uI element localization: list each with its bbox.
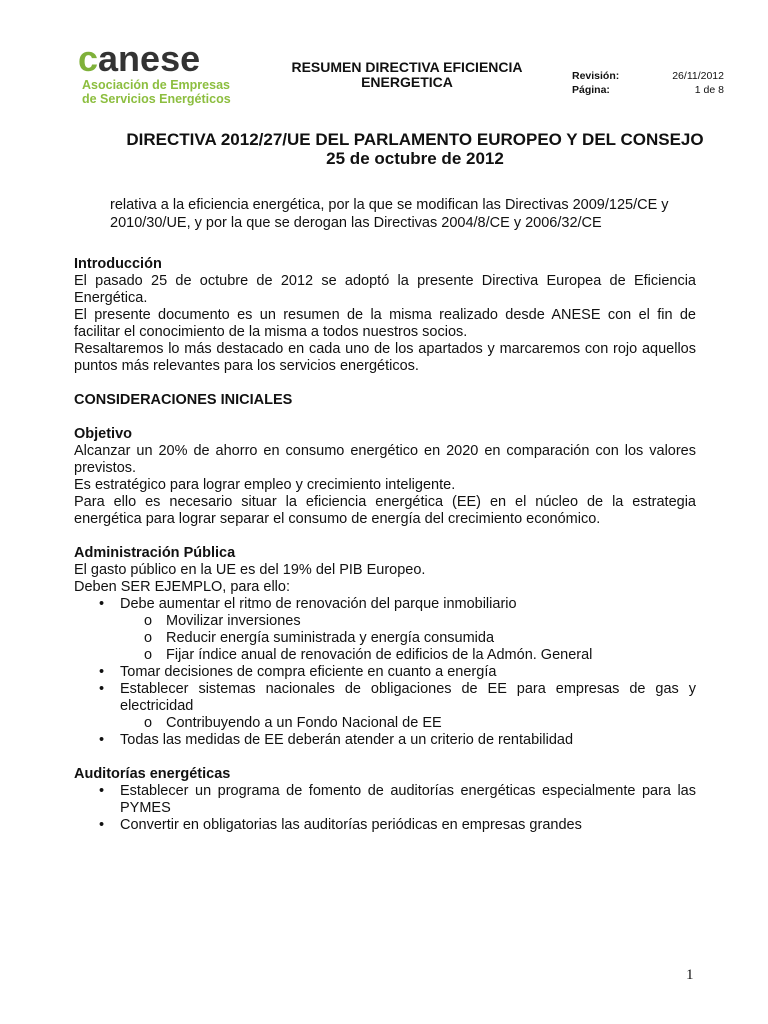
objetivo-paragraph-3: Para ello es necesario situar la eficiencia energética (EE) en el núcleo de la estrategia energética para lograr separar el consumo de energía del crecimiento económico. [74,494,696,527]
list-item: • Tomar decisiones de compra eficiente en cuanto a energía [74,664,696,681]
objetivo-paragraph-1: Alcanzar un 20% de ahorro en consumo energético en 2020 en comparación con los valores previstos. [74,443,696,476]
list-item: o Contribuyendo a un Fondo Nacional de EE [74,715,696,732]
intro-paragraph-3: Resaltaremos lo más destacado en cada uno de los apartados y marcaremos con rojo aquellos puntos más relevantes para los servicios energéticos. [74,341,696,374]
directive-title-line1: DIRECTIVA 2012/27/UE DEL PARLAMENTO EUROPEO Y DEL CONSEJO [126,130,704,149]
list-item: • Todas las medidas de EE deberán atender a un criterio de rentabilidad [74,732,696,749]
administracion-paragraph-1: El gasto público en la UE es del 19% del PIB Europeo. [74,562,426,578]
section-heading-auditorias: Auditorías energéticas [74,766,231,782]
sub-list [120,715,696,732]
header-document-title: RESUMEN DIRECTIVA EFICIENCIA ENERGETICA [291,59,523,90]
administracion-bullet-list [74,596,696,749]
list-item: o Fijar índice anual de renovación de edificios de la Admón. General [74,647,696,664]
section-heading-administracion: Administración Pública [74,545,236,561]
logo-tagline-1: Asociación de Empresas [82,78,230,92]
document-body [74,256,696,834]
list-item: • Debe aumentar el ritmo de renovación del parque inmobiliario o Movilizar inversiones o Reducir energía suministrada y energía consumida o Fijar índice anual de renovación de edificios de la Admón. General [74,596,696,664]
administracion-paragraph-2: Deben SER EJEMPLO, para ello: [74,579,290,595]
section-heading-objetivo: Objetivo [74,426,133,442]
revision-value: 26/11/2012 [672,70,724,82]
sub-list [120,613,696,664]
auditorias-bullet-list [74,783,696,834]
page-label: Página: [572,84,610,96]
intro-paragraph-2: El presente documento es un resumen de la misma realizado desde ANESE con el fin de facilitar el conocimiento de la misma a todos nuestros socios. [74,307,696,340]
logo-wordmark: canese [78,38,201,79]
list-item: • Establecer sistemas nacionales de obligaciones de EE para empresas de gas y electricidad o Contribuyendo a un Fondo Nacional de EE [74,681,696,732]
objetivo-paragraph-2: Es estratégico para lograr empleo y crecimiento inteligente. [74,477,456,493]
directive-subtitle: relativa a la eficiencia energética, por la que se modifican las Directivas 2009/125/CE y 2010/30/UE, y por la que se derogan las Directivas 2004/8/CE y 2006/32/CE [110,197,669,231]
logo-tagline-2: de Servicios Energéticos [82,92,231,106]
list-item: • Convertir en obligatorias las auditorías periódicas en empresas grandes [74,817,696,834]
intro-paragraph-1: El pasado 25 de octubre de 2012 se adoptó la presente Directiva Europea de Eficiencia Energética. [74,273,696,306]
list-item: o Reducir energía suministrada y energía consumida [74,630,696,647]
revision-label: Revisión: [572,70,620,82]
section-heading-consideraciones: CONSIDERACIONES INICIALES [74,392,293,408]
page-value: 1 de 8 [694,84,724,96]
list-item: o Movilizar inversiones [74,613,696,630]
section-heading-introduccion: Introducción [74,256,162,272]
list-item: • Establecer un programa de fomento de auditorías energéticas especialmente para las PYMES [74,783,696,817]
page-number: 1 [686,967,694,983]
anese-logo [78,38,238,108]
directive-date: 25 de octubre de 2012 [326,149,504,168]
directive-title [110,130,720,168]
